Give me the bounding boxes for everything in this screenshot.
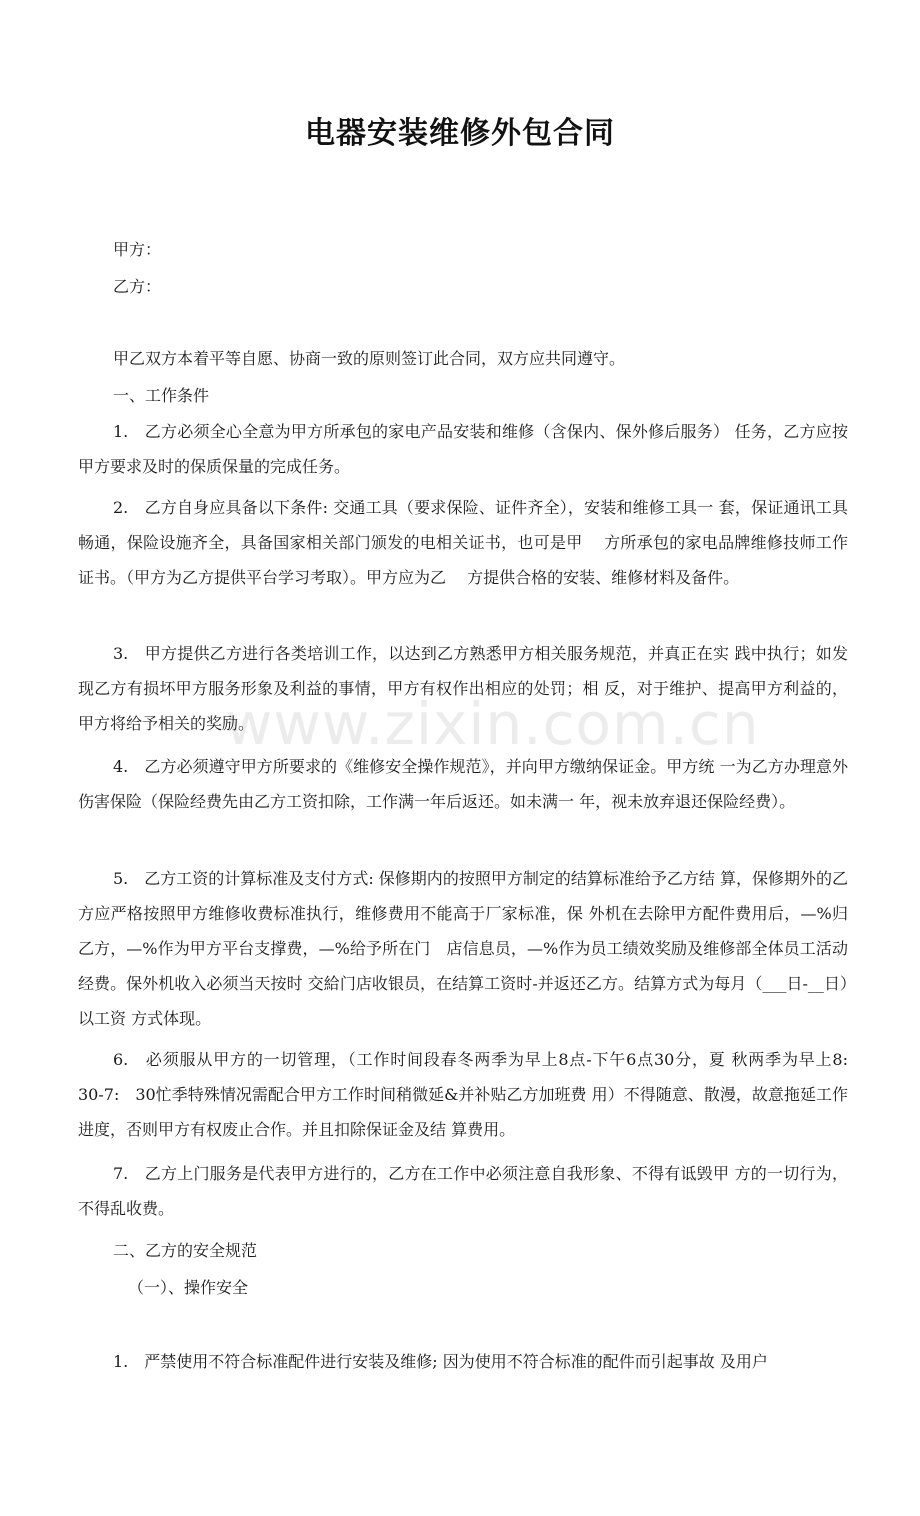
document-title: 电器安装维修外包合同: [305, 116, 615, 151]
party-a-label: 甲方：: [113, 240, 162, 259]
party-b-label: 乙方：: [113, 277, 162, 296]
intro-paragraph: 甲乙双方本着平等自愿、协商一致的原则签订此合同，双方应共同遵守。: [113, 349, 626, 368]
clause-1: 1. 乙方必须全心全意为甲方所承包的家电产品安装和维修（含保内、保外修后服务） 任务，乙方应按甲方要求及时的保质保量的完成任务。: [78, 422, 848, 476]
clause-3: 3. 甲方提供乙方进行各类培训工作，以达到乙方熟悉甲方相关服务规范，并真正在实 践中执行；如发现乙方有损坏甲方服务形象及利益的事情，甲方有权作出相应的处罚；相 反，对于维护、提高甲方利益的，甲方将给予相关的奖励。: [78, 644, 848, 733]
section-2-heading: 二、乙方的安全规范: [113, 1241, 258, 1260]
clause-7: 7. 乙方上门服务是代表甲方进行的，乙方在工作中必须注意自我形象、不得有诋毁甲 方的一切行为，不得乱收费。: [78, 1164, 848, 1218]
clause-2: 2. 乙方自身应具备以下条件: 交通工具（要求保险、证件齐全），安装和维修工具一 套，保证通讯工具畅通，保险设施齐全，具备国家相关部门颁发的电相关证书，也可是甲 方所承包的家电品牌维修技师工作证书。（甲方为乙方提供平台学习考取）。甲方应为乙 方提供合格的安装、维修材料及备件。: [78, 498, 848, 587]
safety-clause-1: 1. 严禁使用不符合标准配件进行安装及维修; 因为使用不符合标准的配件而引起事故 及用户: [113, 1352, 768, 1371]
clause-4: 4. 乙方必须遵守甲方所要求的《维修安全操作规范》，并向甲方缴纳保证金。甲方统 一为乙方办理意外伤害保险（保险经费先由乙方工资扣除，工作满一年后返还。如未满一 年，视未放弃退还保险经费）。: [78, 757, 848, 811]
clause-6: 6. 必须服从甲方的一切管理，（工作时间段春冬两季为早上8点-下午6点30分，夏 秋两季为早上8: 30-7: 30忙季特殊情况需配合甲方工作时间稍微延&并补贴乙方加班费 用）不得随意、散漫，故意拖延工作进度，否则甲方有权废止合作。并且扣除保证金及结 算费用。: [78, 1050, 865, 1139]
watermark: www.zixin.com.cn: [225, 690, 760, 758]
subsection-heading: （一）、操作安全: [128, 1278, 249, 1297]
section-1-heading: 一、工作条件: [113, 386, 210, 405]
clause-5: 5. 乙方工资的计算标准及支付方式: 保修期内的按照甲方制定的结算标准给予乙方结 算，保修期外的乙方应严格按照甲方维修收费标准执行，维修费用不能高于厂家标准，保 外机在去除甲方配件费用后，—%归乙方，—%作为甲方平台支撑费，—%给予所在门 店信息员，—%作为员工绩效奖励及维修部全体员工活动经费。保外机收入必须当天按时 交給门店收银员，在结算工资时-并返还乙方。结算方式为每月（___日-__日）以工资 方式体现。: [78, 869, 848, 1028]
